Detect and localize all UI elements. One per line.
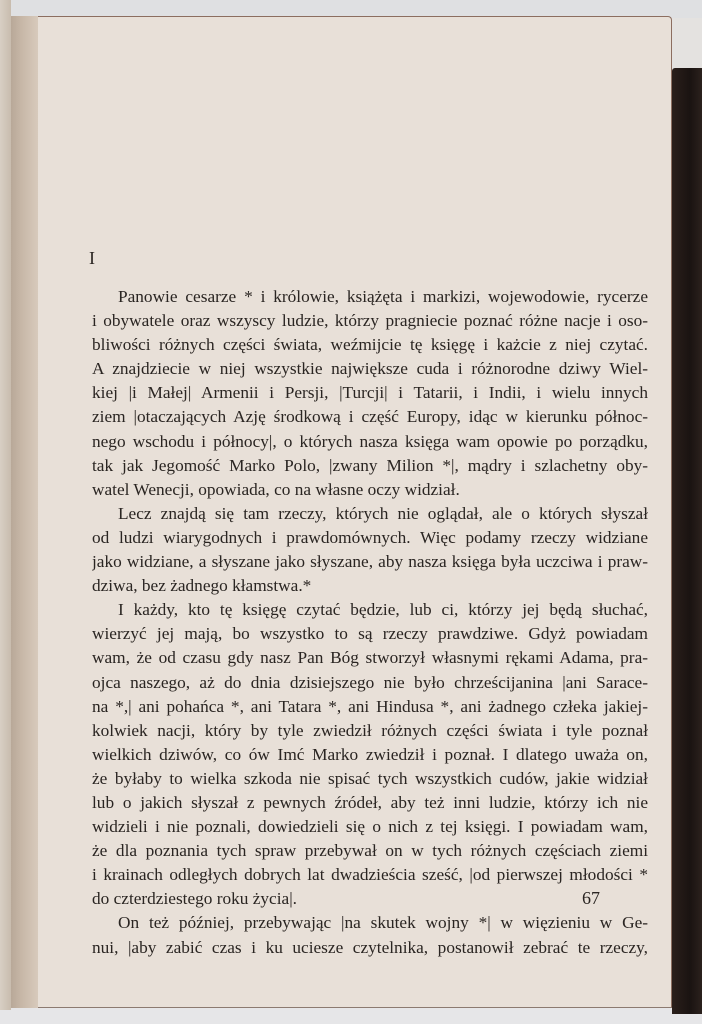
text-line: lub o jakich słyszał z pewnych źródeł, aby też inni ludzie, którzy ich nie [92,792,648,812]
text-line: watel Wenecji, opowiada, co na własne oczy widział. [92,479,460,499]
page-number: 67 [582,888,600,908]
text-line: do czterdziestego roku życia|. [92,889,297,909]
text-line: ojca naszego, aż do dnia dzisiejszego nie było chrześcijanina |ani Sarace- [92,672,648,692]
body-text [92,285,648,960]
text-line: kiej |i Małej| Armenii i Persji, |Turcji| i Tatarii, i Indii, i wielu innych [92,383,648,403]
chapter-number: I [89,248,95,268]
text-line: On też później, przebywając |na skutek wojny *| w więzieniu w Ge- [118,913,648,933]
table-surface [0,1008,702,1024]
text-line: że dla poznania tych spraw przebywał on w tych różnych częściach ziemi [92,841,648,861]
text-line: Panowie cesarze * i królowie, książęta i markizi, wojewodowie, rycerze [118,287,648,306]
book-cover-edge [672,68,702,1014]
text-line: bliwości różnych części świata, weźmijcie tę księgę i każcie z niej czytać. [92,335,648,355]
text-line: Lecz znajdą się tam rzeczy, których nie oglądał, ale o których słyszał [118,503,648,523]
text-line: wam, że od czasu gdy nasz Pan Bóg stworzył własnymi rękami Adama, pra- [92,648,648,668]
text-line: od ludzi wiarygodnych i prawdomównych. Więc podamy rzeczy widziane [92,527,648,547]
text-line: A znajdziecie w niej wszystkie największe cuda i różnorodne dziwy Wiel- [92,359,648,379]
text-line: I każdy, kto tę księgę czytać będzie, lub ci, którzy jej będą słuchać, [118,600,648,620]
text-line: i krainach odległych dobrych lat dwadzieścia sześć, |od pierwszej młodości * [92,865,648,885]
previous-page-edge [0,0,11,1010]
text-line: nui, |aby zabić czas i ku uciesze czytelnika, postanowił zebrać te rzeczy, [92,937,648,957]
text-line: i obywatele oraz wszyscy ludzie, którzy pragniecie poznać różne nacje i oso- [92,311,648,331]
text-line: jako widziane, a słyszane jako słyszane, aby nasza księga była uczciwa i praw- [92,552,648,572]
text-line: wielkich dziwów, co ów Imć Marko zwiedził i poznał. I dlatego uważa on, [92,744,648,764]
text-line: na *,| ani pohańca *, ani Tatara *, ani Hindusa *, ani żadnego człeka jakiej- [92,696,648,716]
text-line: wierzyć jej mają, bo wszystko to są rzeczy prawdziwe. Gdyż powiadam [92,624,648,644]
text-line: kolwiek nacji, który by tyle zwiedził różnych części świata i tyle poznał [92,720,648,740]
text-line: nego wschodu i północy|, o których nasza księga wam opowie po porządku, [92,431,648,451]
text-line: tak jak Jegomość Marko Polo, |zwany Milion *|, mądry i szlachetny oby- [92,455,648,475]
text-line: widzieli i nie poznali, dowiedzieli się o nich z tej księgi. I powiadam wam, [92,817,648,837]
text-line: że byłaby to wielka szkoda nie spisać tych wszystkich cudów, jakie widział [92,768,648,788]
text-line: ziem |otaczających Azję środkową i część Europy, idąc w kierunku północ- [92,407,648,427]
gutter-shadow [11,16,39,1008]
text-line: dziwa, bez żadnego kłamstwa.* [92,576,312,596]
